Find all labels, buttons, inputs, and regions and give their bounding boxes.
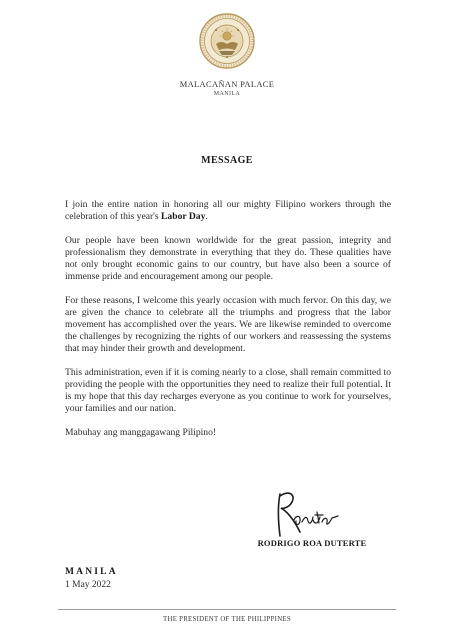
paragraph-3: For these reasons, I welcome this yearly occasion with much fervor. On this day, we are given the chance to celebrate all the triumphs and progress that the labor movement has accomplished over the years. We are likewise reminded to overcome the challenges by recognizing the rights of our workers and reassessing the systems that may hinder their growth and development.	[65, 295, 391, 354]
footer-divider	[58, 609, 396, 610]
paragraph-1-text: I join the entire nation in honoring all our mighty Filipino workers through the celebration of this year's	[65, 199, 391, 222]
paragraph-4: This administration, even if it is coming nearly to a close, shall remain committed to providing the people with the opportunities they need to realize their full potential. It is my hope that this day recharges everyone as you continue to work for yourselves, your families and our nation.	[65, 367, 391, 414]
paragraph-1-end: .	[205, 211, 208, 222]
date: 1 May 2022	[65, 580, 111, 590]
place: MANILA	[65, 567, 118, 577]
paragraph-2: Our people have been known worldwide for the great passion, integrity and professionalism they demonstrate in everything that they do. These qualities have not only brought economic gains to our country, but have also been a source of immense pride and encouragement among our people.	[65, 235, 391, 282]
closing-line: Mabuhay ang manggagawang Pilipino!	[65, 427, 217, 438]
paragraph-1	[65, 199, 391, 223]
message-body	[65, 199, 391, 451]
signatory-name: RODRIGO ROA DUTERTE	[257, 538, 367, 548]
handwritten-signature-icon	[266, 490, 356, 542]
letterhead-city: MANILA	[213, 91, 241, 97]
message-heading: MESSAGE	[201, 155, 253, 166]
presidential-seal-icon	[199, 13, 255, 69]
labor-day-emphasis: Labor Day	[161, 211, 206, 222]
letterhead-palace: MALACAÑAN PALACE	[179, 79, 275, 89]
footer-title: THE PRESIDENT OF THE PHILIPPINES	[163, 616, 291, 623]
